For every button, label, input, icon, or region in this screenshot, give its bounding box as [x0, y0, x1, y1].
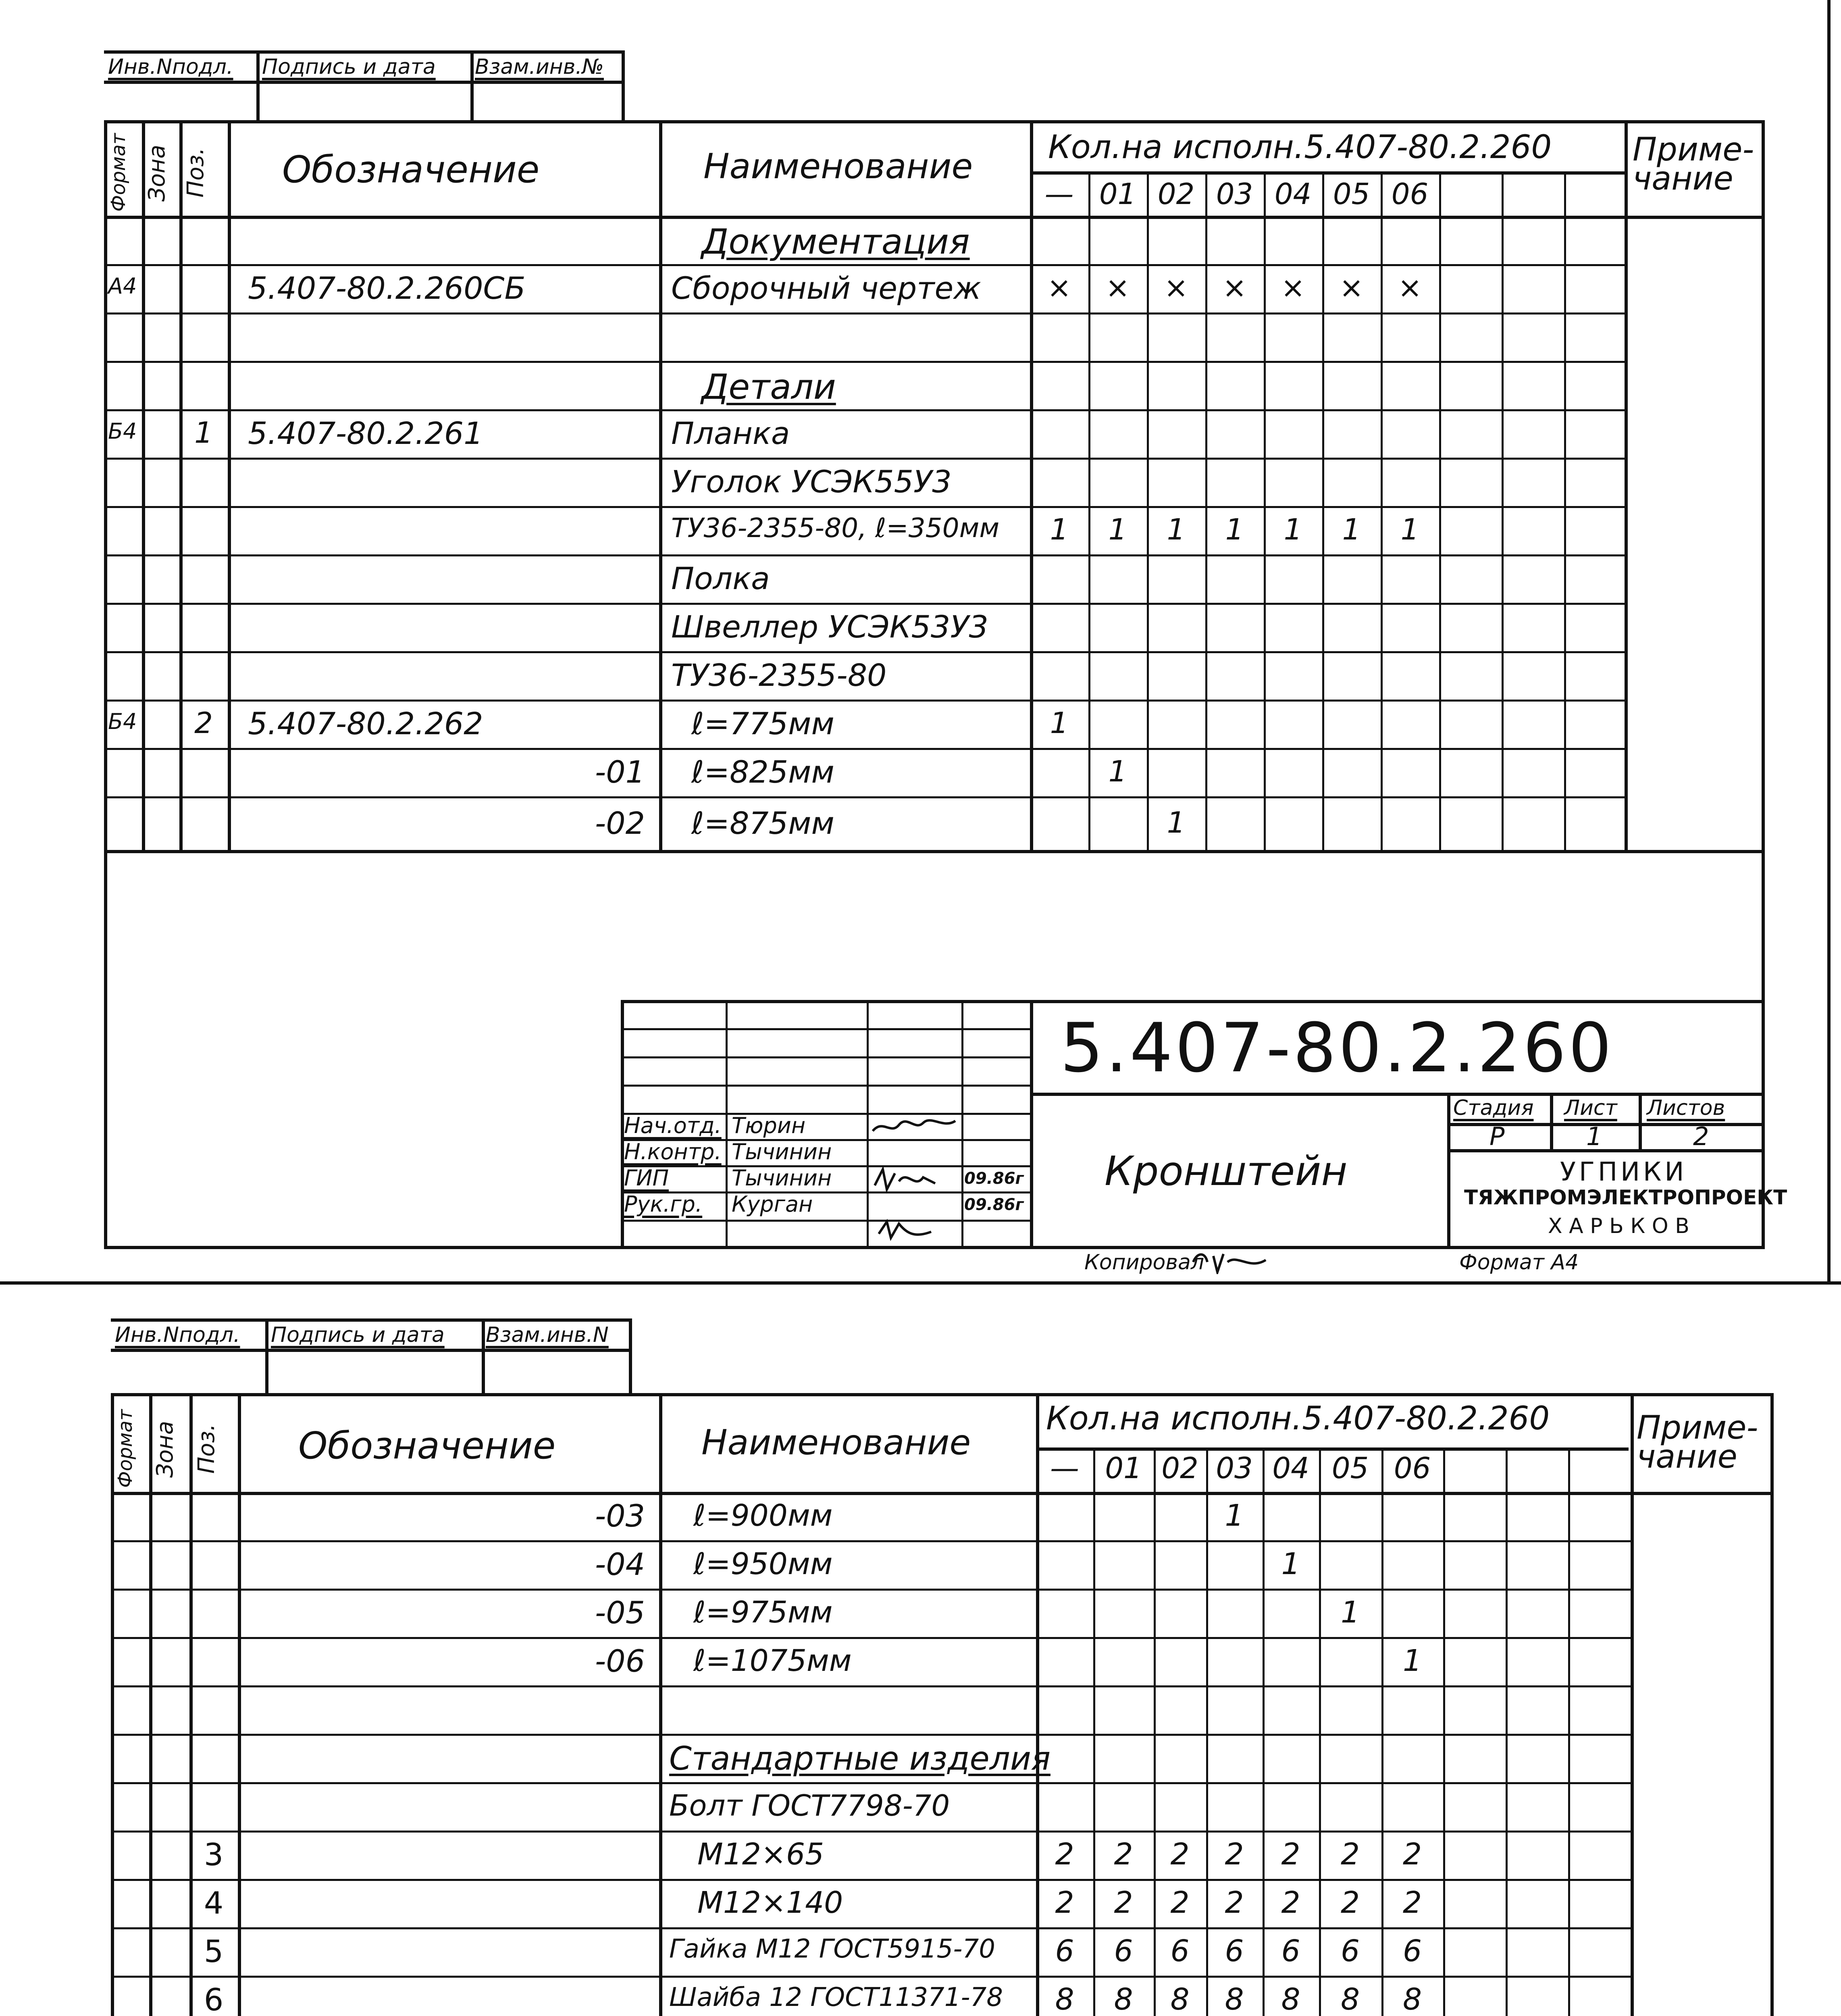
sheet-value: 1: [1586, 1122, 1602, 1151]
doc-number: 5.407-80.2.260: [1060, 1008, 1614, 1087]
variant-header-4: 04: [1274, 177, 1312, 211]
qty-cell: 6: [1340, 1934, 1360, 1968]
signature-mark: [875, 1218, 939, 1242]
row-designation: -01: [595, 754, 645, 790]
qty-cell: 1: [1225, 512, 1244, 546]
qty-cell: 1: [1108, 754, 1127, 788]
header-zone-label: Зона: [152, 1420, 178, 1478]
row-name: ℓ=775мм: [691, 706, 834, 741]
qty-cell: 2: [1402, 1837, 1422, 1872]
role-person: Курган: [732, 1191, 813, 1217]
row-name: М12×65: [697, 1837, 824, 1872]
qty-cell: 2: [1170, 1837, 1190, 1872]
qty-cell: ×: [1105, 271, 1130, 304]
page-edge-line: [1827, 0, 1831, 1282]
variant-header-0: —: [1044, 177, 1074, 211]
header-name-label: Наименование: [703, 146, 973, 187]
stamp-inv-label: Инв.Nподл.: [115, 1323, 240, 1347]
role-label: Рук.гр.: [624, 1191, 703, 1217]
qty-cell: ×: [1339, 271, 1364, 304]
row-format: Б4: [108, 709, 137, 734]
qty-cell: 2: [1114, 1837, 1133, 1872]
qty-cell: 1: [1167, 805, 1186, 839]
row-name: Болт ГОСТ7798-70: [669, 1789, 950, 1822]
qty-cell: 8: [1170, 1982, 1190, 2016]
qty-cell: ×: [1281, 271, 1305, 304]
format-label: Формат А4: [1459, 1250, 1579, 1275]
qty-cell: 6: [1170, 1934, 1190, 1968]
role-label: Нач.отд.: [624, 1113, 722, 1138]
variant-header-1: 01: [1105, 1451, 1142, 1485]
row-position: 1: [194, 416, 213, 450]
qty-cell: 2: [1225, 1885, 1244, 1920]
qty-cell: 8: [1225, 1982, 1244, 2016]
qty-cell: 1: [1283, 512, 1302, 546]
row-name: ℓ=975мм: [693, 1595, 833, 1630]
header-qty-title: Кол.на исполн.5.407-80.2.260: [1048, 128, 1552, 166]
org-line-1: УГПИКИ: [1560, 1157, 1687, 1187]
qty-cell: ×: [1164, 271, 1188, 304]
qty-cell: 2: [1055, 1837, 1074, 1872]
row-name: ТУ36-2355-80, ℓ=350мм: [671, 512, 1000, 544]
row-designation: 5.407-80.2.262: [248, 706, 483, 741]
qty-cell: 1: [1225, 1498, 1244, 1533]
row-designation: -06: [595, 1643, 645, 1679]
row-designation: -02: [595, 805, 645, 841]
qty-cell: 1: [1342, 512, 1361, 546]
document-title: Кронштейн: [1105, 1148, 1348, 1195]
qty-cell: 2: [1281, 1885, 1300, 1920]
org-line-2: ТЯЖПРОМЭЛЕКТРОПРОЕКТ: [1464, 1186, 1787, 1209]
row-position: 4: [204, 1885, 224, 1921]
row-position: 5: [204, 1933, 224, 1969]
role-label: Н.контр.: [624, 1139, 722, 1164]
stamp-replace-label: Взам.инв.№: [475, 55, 604, 79]
row-designation: -04: [595, 1546, 645, 1582]
header-designation-label: Обозначение: [282, 148, 540, 191]
qty-cell: ×: [1398, 271, 1422, 304]
qty-cell: 1: [1281, 1547, 1300, 1581]
sheets-value: 2: [1693, 1122, 1709, 1151]
role-person: Тюрин: [732, 1113, 806, 1138]
row-name: Гайка М12 ГОСТ5915-70: [669, 1934, 995, 1964]
header-pos-label: Поз.: [183, 148, 209, 198]
qty-cell: 1: [1400, 512, 1419, 546]
header-designation-label: Обозначение: [298, 1424, 556, 1467]
row-name: ℓ=825мм: [691, 754, 834, 790]
stage-label: Стадия: [1453, 1096, 1534, 1120]
variant-header-3: 03: [1216, 1451, 1253, 1485]
qty-cell: 8: [1402, 1982, 1422, 2016]
signature-mark: [1189, 1250, 1270, 1274]
row-format: А4: [108, 273, 137, 299]
qty-cell: 8: [1114, 1982, 1133, 2016]
sheets-label: Листов: [1647, 1096, 1725, 1120]
row-format: Б4: [108, 419, 137, 444]
variant-header-2: 02: [1161, 1451, 1198, 1485]
row-position: 6: [204, 1982, 224, 2016]
qty-cell: 1: [1167, 512, 1186, 546]
qty-cell: 1: [1050, 706, 1069, 740]
row-designation: -03: [595, 1498, 645, 1534]
row-name: Планка: [671, 415, 790, 451]
copied-label: Копировал: [1084, 1250, 1204, 1275]
qty-cell: 2: [1402, 1885, 1422, 1920]
row-name: Шайба 12 ГОСТ11371-78: [669, 1983, 1003, 2012]
role-label: ГИП: [624, 1165, 669, 1191]
header-zone-label: Зона: [144, 144, 170, 202]
qty-cell: 2: [1340, 1885, 1360, 1920]
qty-cell: 8: [1055, 1982, 1074, 2016]
qty-cell: 6: [1055, 1934, 1074, 1968]
qty-cell: 1: [1340, 1595, 1360, 1630]
row-name: Швеллер УСЭК53У3: [671, 609, 988, 645]
qty-cell: 6: [1402, 1934, 1422, 1968]
section-heading: Документация: [701, 222, 970, 262]
qty-cell: 2: [1114, 1885, 1133, 1920]
signature-mark: [871, 1115, 959, 1139]
qty-cell: ×: [1222, 271, 1247, 304]
header-pos-label: Поз.: [193, 1424, 220, 1474]
row-name: Сборочный чертеж: [671, 270, 981, 306]
row-name: ℓ=900мм: [693, 1498, 833, 1533]
variant-header-5: 05: [1333, 177, 1370, 211]
sheet-divider: [0, 1281, 1841, 1285]
signature-mark: [871, 1165, 951, 1193]
variant-header-0: —: [1050, 1451, 1079, 1485]
row-position: 3: [204, 1837, 224, 1872]
role-person: Тычинин: [732, 1165, 832, 1191]
variant-header-4: 04: [1272, 1451, 1309, 1485]
header-note-label: Приме- чание: [1637, 1409, 1758, 1475]
row-name: ℓ=875мм: [691, 805, 834, 841]
stamp-sign-label: Подпись и дата: [271, 1323, 445, 1347]
header-note-label: Приме- чание: [1633, 131, 1754, 197]
role-date: 09.86г: [964, 1195, 1024, 1214]
qty-cell: ×: [1047, 271, 1071, 304]
row-name: ℓ=1075мм: [693, 1643, 852, 1678]
org-line-3: Х А Р Ь К О В: [1548, 1214, 1689, 1238]
row-designation: 5.407-80.2.261: [248, 415, 483, 451]
stage-value: Р: [1489, 1122, 1505, 1151]
row-position: 2: [194, 706, 213, 740]
variant-header-5: 05: [1331, 1451, 1369, 1485]
row-name: ТУ36-2355-80: [671, 657, 887, 693]
sheet-2-frame: [111, 1393, 1774, 2016]
stamp-sign-label: Подпись и дата: [262, 55, 436, 79]
qty-cell: 2: [1055, 1885, 1074, 1920]
qty-cell: 1: [1050, 512, 1069, 546]
header-format-label: Формат: [107, 133, 130, 212]
header-name-label: Наименование: [701, 1422, 971, 1463]
qty-cell: 2: [1340, 1837, 1360, 1872]
variant-header-6: 06: [1394, 1451, 1431, 1485]
row-name: М12×140: [697, 1885, 843, 1920]
qty-cell: 2: [1170, 1885, 1190, 1920]
qty-cell: 6: [1281, 1934, 1300, 1968]
qty-cell: 8: [1340, 1982, 1360, 2016]
qty-cell: 6: [1114, 1934, 1133, 1968]
variant-header-2: 02: [1157, 177, 1195, 211]
qty-cell: 1: [1108, 512, 1127, 546]
row-name: Полка: [671, 560, 770, 596]
variant-header-3: 03: [1216, 177, 1253, 211]
variant-header-6: 06: [1391, 177, 1429, 211]
role-person: Тычинин: [732, 1139, 832, 1164]
qty-cell: 8: [1281, 1982, 1300, 2016]
stamp-inv-label: Инв.Nподл.: [108, 55, 233, 79]
header-qty-title: Кол.на исполн.5.407-80.2.260: [1046, 1400, 1550, 1437]
row-designation: -05: [595, 1595, 645, 1631]
row-name: ℓ=950мм: [693, 1547, 833, 1581]
role-date: 09.86г: [964, 1169, 1024, 1188]
sheet-label: Лист: [1564, 1096, 1617, 1120]
qty-cell: 1: [1402, 1643, 1422, 1678]
row-designation: 5.407-80.2.260СБ: [248, 270, 526, 306]
variant-header-1: 01: [1099, 177, 1136, 211]
qty-cell: 6: [1225, 1934, 1244, 1968]
section-heading: Детали: [701, 367, 836, 407]
header-format-label: Формат: [114, 1409, 137, 1488]
qty-cell: 2: [1281, 1837, 1300, 1872]
row-name: Уголок УСЭК55У3: [671, 464, 952, 500]
qty-cell: 2: [1225, 1837, 1244, 1872]
stamp-replace-label: Взам.инв.N: [486, 1323, 609, 1347]
section-heading: Стандартные изделия: [669, 1740, 1051, 1777]
